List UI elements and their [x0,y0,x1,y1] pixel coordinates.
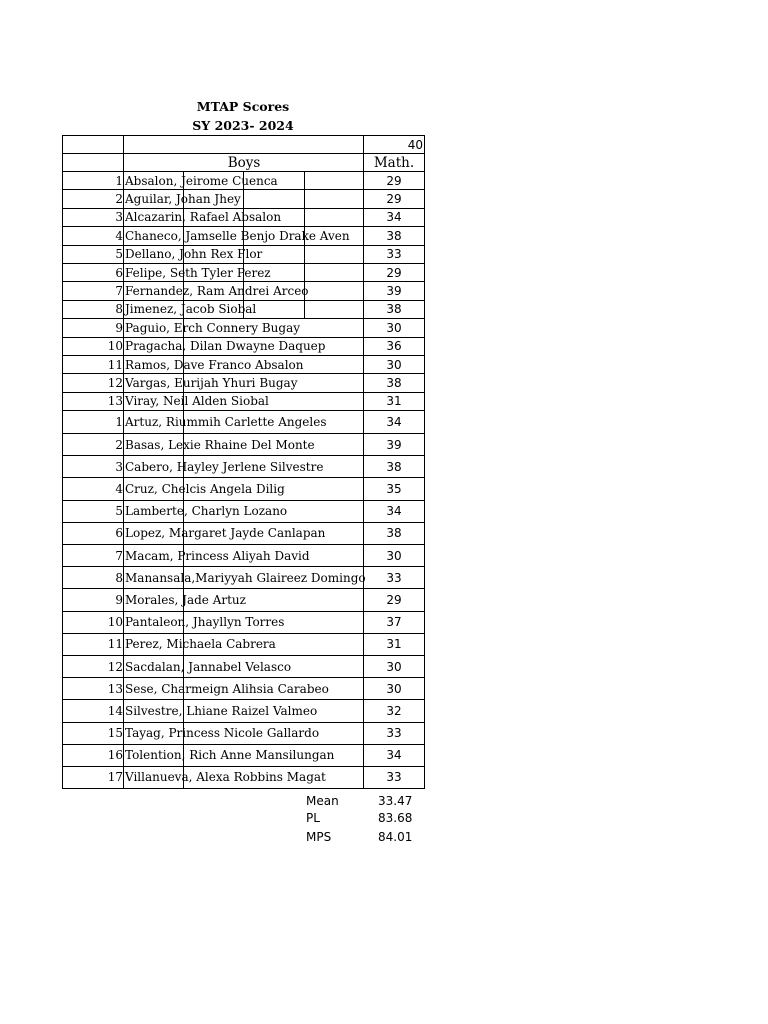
row-number: 1 [63,411,124,433]
student-name: Tayag, Princess Nicole Gallardo [124,723,364,744]
student-name: Silvestre, Lhiane Raizel Valmeo [124,700,364,721]
row-number: 14 [63,700,124,721]
row-number: 12 [63,374,124,391]
row-number: 16 [63,745,124,766]
student-name: Macam, Princess Aliyah David [124,545,364,566]
grid-line [183,700,184,722]
student-name: Ramos, Dave Franco Absalon [124,356,364,373]
math-score: 31 [364,393,425,410]
grid-line [304,172,305,190]
row-number: 11 [63,356,124,373]
math-score: 34 [364,745,425,766]
stat-label: MPS [306,830,332,844]
grid-line [243,282,244,300]
name-cell [124,136,364,153]
math-score: 30 [364,656,425,677]
grid-line [183,745,184,767]
math-score: 38 [364,301,425,318]
row-number: 8 [63,567,124,588]
row-number: 2 [63,190,124,207]
math-score: 35 [364,478,425,499]
row-number: 5 [63,246,124,263]
student-name: Lopez, Margaret Jayde Canlapan [124,523,364,544]
row-number: 6 [63,523,124,544]
student-row [63,478,425,500]
grid-line [183,172,184,190]
student-row [63,282,425,300]
row-number: 4 [63,227,124,244]
student-name: Pragacha, Dilan Dwayne Daquep [124,338,364,355]
student-name: Villanueva, Alexa Robbins Magat [124,767,364,788]
row-number: 7 [63,282,124,299]
grid-line [183,656,184,678]
student-row [63,723,425,745]
student-name: Jimenez, Jacob Siobal [124,301,364,318]
student-row [63,545,425,567]
sheet-title: MTAP Scores [196,99,290,114]
student-row [63,501,425,523]
student-name: Viray, Neil Alden Siobal [124,393,364,410]
student-name: Aguilar, Johan Jhey [124,190,364,207]
student-row [63,767,425,789]
student-row [63,456,425,478]
math-score: 30 [364,319,425,336]
boys-header: Boys [124,154,364,171]
grid-line [183,319,184,337]
student-row [63,434,425,456]
math-score: 29 [364,190,425,207]
row-number: 3 [63,456,124,477]
student-row [63,745,425,767]
student-name: Absalon, Jeirome Cuenca [124,172,364,189]
student-row [63,567,425,589]
total-items: 40 [364,136,425,153]
student-name: Sese, Charmeign Alihsia Carabeo [124,678,364,699]
student-row [63,209,425,227]
student-name: Manansala,Mariyyah Glaireez Domingo [124,567,364,588]
math-score: 39 [364,282,425,299]
grid-line [304,264,305,282]
student-row [63,374,425,392]
math-score: 30 [364,356,425,373]
grid-line [183,634,184,656]
grid-line [183,264,184,282]
student-name: Alcazarin, Rafael Absalon [124,209,364,226]
grid-line [183,356,184,374]
row-number: 13 [63,678,124,699]
student-row [63,678,425,700]
student-name: Chaneco, Jamselle Benjo Drake Aven [124,227,364,244]
grid-line [183,301,184,319]
grid-line [243,190,244,208]
row-number: 11 [63,634,124,655]
row-number: 9 [63,589,124,610]
row-number: 3 [63,209,124,226]
math-score: 29 [364,172,425,189]
student-name: Vargas, Eurijah Yhuri Bugay [124,374,364,391]
girls-list [63,411,425,789]
grid-line [243,227,244,245]
grid-line [304,209,305,227]
grid-line [183,545,184,567]
row-number: 1 [63,172,124,189]
math-score: 38 [364,456,425,477]
sheet-subtitle: SY 2023- 2024 [192,118,294,133]
row-number: 15 [63,723,124,744]
grid-line [183,456,184,478]
student-row [63,411,425,434]
grid-line [183,227,184,245]
student-row [63,523,425,545]
math-score: 30 [364,678,425,699]
grid-line [183,589,184,611]
grid-line [183,678,184,700]
math-score: 30 [364,545,425,566]
student-row [63,634,425,656]
grid-line [183,282,184,300]
student-row [63,700,425,722]
student-name: Perez, Michaela Cabrera [124,634,364,655]
header-row [63,154,425,172]
student-row [63,301,425,319]
student-row [63,264,425,282]
row-number: 10 [63,338,124,355]
grid-line [304,301,305,319]
math-score: 33 [364,567,425,588]
total-items-row [63,135,425,154]
boys-list [63,172,425,411]
grid-line [183,246,184,264]
grid-line [183,723,184,745]
math-score: 37 [364,612,425,633]
grid-line [243,172,244,190]
math-score: 33 [364,723,425,744]
row-number: 12 [63,656,124,677]
grid-line [183,612,184,634]
grid-line [304,282,305,300]
student-name: Pantaleon, Jhayllyn Torres [124,612,364,633]
math-score: 38 [364,227,425,244]
math-score: 29 [364,589,425,610]
grid-line [183,338,184,356]
student-name: Sacdalan, Jannabel Velasco [124,656,364,677]
grid-line [183,209,184,227]
math-score: 36 [364,338,425,355]
student-name: Fernandez, Ram Andrei Arceo [124,282,364,299]
grid-line [243,264,244,282]
grid-line [183,501,184,523]
student-row [63,172,425,190]
row-number: 4 [63,478,124,499]
row-number: 6 [63,264,124,281]
row-number: 13 [63,393,124,410]
math-score: 31 [364,634,425,655]
student-row [63,246,425,264]
row-number: 17 [63,767,124,788]
grid-line [243,209,244,227]
math-score: 38 [364,523,425,544]
row-number: 5 [63,501,124,522]
row-number: 7 [63,545,124,566]
grid-line [183,411,184,434]
student-name: Lamberte, Charlyn Lozano [124,501,364,522]
grid-line [183,434,184,456]
grid-line [183,523,184,545]
student-name: Cabero, Hayley Jerlene Silvestre [124,456,364,477]
student-name: Paguio, Erch Connery Bugay [124,319,364,336]
math-score: 34 [364,411,425,433]
stat-label: PL [306,811,320,825]
math-score: 39 [364,434,425,455]
grid-line [304,246,305,264]
grid-line [183,190,184,208]
stat-value: 84.01 [378,830,413,844]
grid-line [183,393,184,411]
math-score: 29 [364,264,425,281]
grid-line [183,374,184,392]
student-row [63,227,425,245]
student-row [63,656,425,678]
math-score: 34 [364,209,425,226]
student-row [63,190,425,208]
math-score: 32 [364,700,425,721]
student-row [63,589,425,611]
grid-line [183,567,184,589]
student-row [63,338,425,356]
math-score: 33 [364,767,425,788]
stat-value: 83.68 [378,811,413,825]
student-name: Artuz, Riummih Carlette Angeles [124,411,364,433]
grid-line [304,190,305,208]
row-number: 2 [63,434,124,455]
student-name: Morales, Jade Artuz [124,589,364,610]
scores-table [62,135,425,789]
grid-line [304,227,305,245]
math-score: 38 [364,374,425,391]
row-number: 10 [63,612,124,633]
student-row [63,356,425,374]
grid-line [243,246,244,264]
grid-line [183,478,184,500]
student-name: Basas, Lexie Rhaine Del Monte [124,434,364,455]
math-score: 34 [364,501,425,522]
stat-value: 33.47 [378,794,413,808]
student-name: Felipe, Seth Tyler Perez [124,264,364,281]
student-name: Tolention, Rich Anne Mansilungan [124,745,364,766]
student-row [63,612,425,634]
math-header: Math. [364,154,425,171]
student-name: Cruz, Chelcis Angela Dilig [124,478,364,499]
student-row [63,393,425,411]
grid-line [183,767,184,789]
stat-label: Mean [306,794,339,808]
student-row [63,319,425,337]
row-number: 9 [63,319,124,336]
math-score: 33 [364,246,425,263]
number-cell [63,136,124,153]
number-header [63,154,124,171]
grid-line [243,301,244,319]
row-number: 8 [63,301,124,318]
student-name: Dellano, John Rex Flor [124,246,364,263]
